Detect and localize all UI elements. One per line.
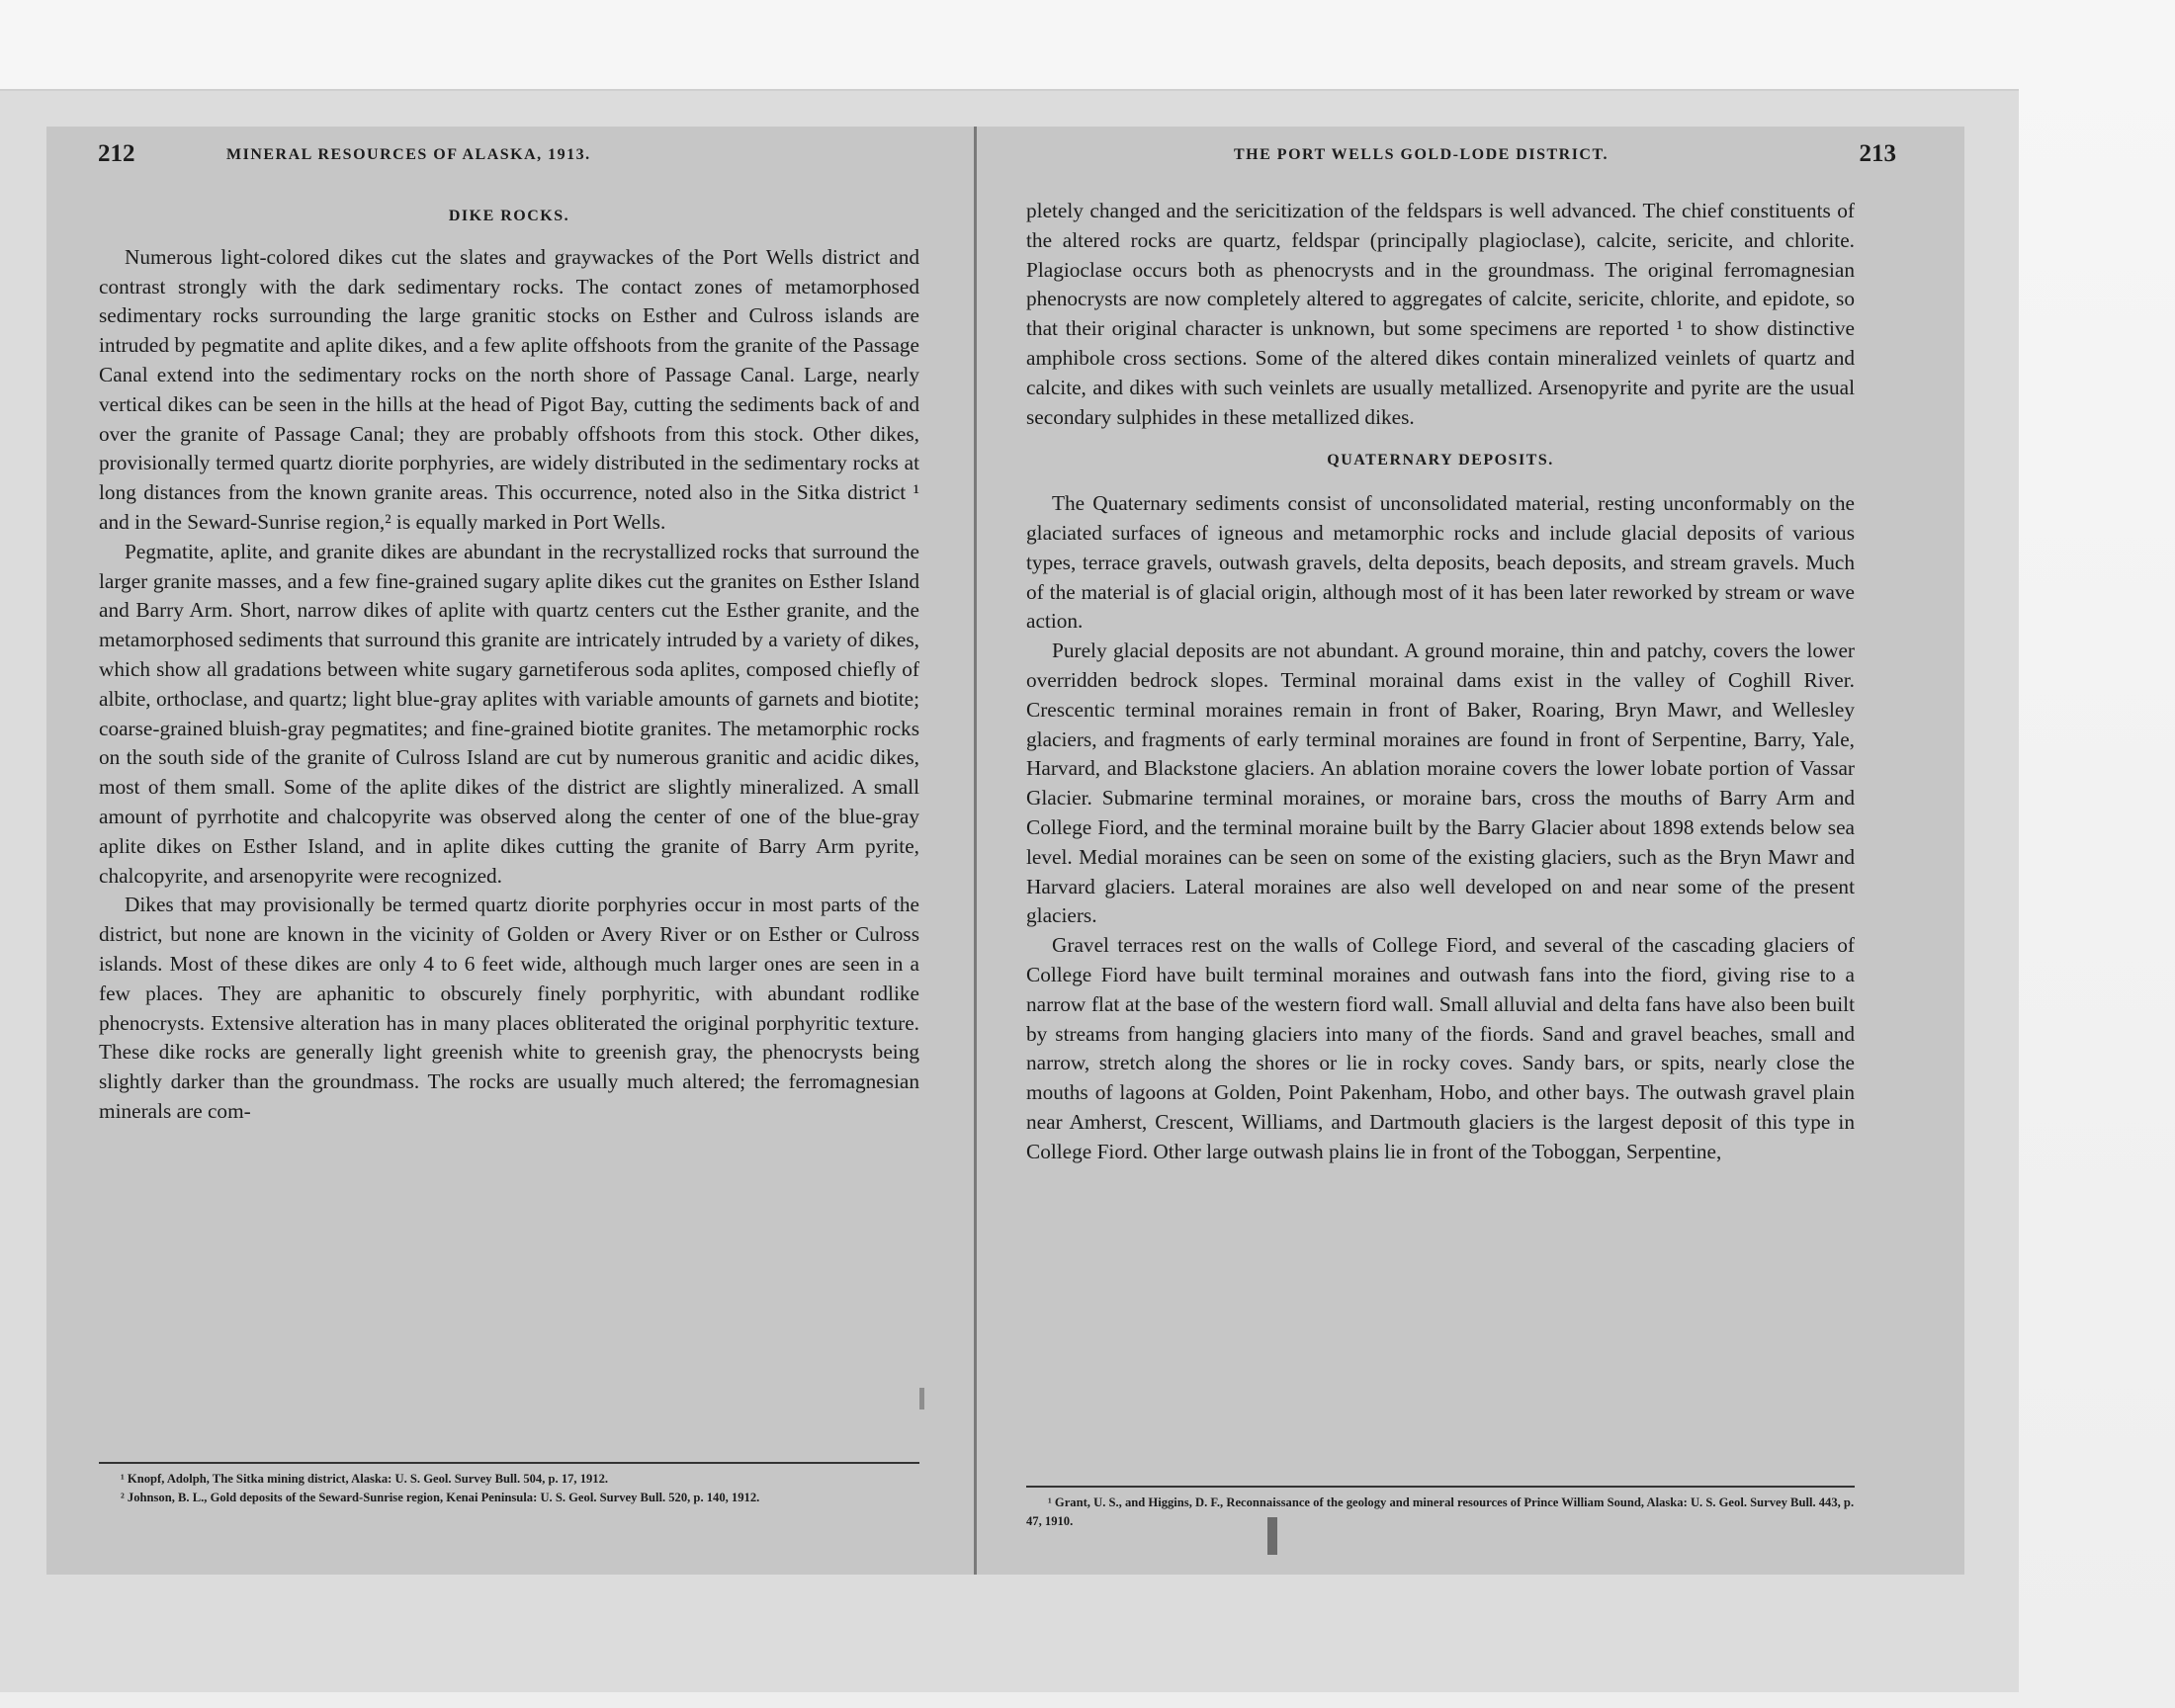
paragraph: Numerous light-colored dikes cut the slates and graywackes of the Port Wells district and contrast strongly with the dark sedimentary rocks. The contact zones of metamorphosed sedimentary rocks surrounding the large granitic stocks on Esther and Culross islands are intruded by pegmatite and aplite dikes, and a few aplite offshoots from the granite of the Passage Canal extend into the sedimentary rocks on the north shore of Passage Canal. Large, nearly vertical dikes can be seen in the hills at the head of Pigot Bay, cutting the sediments back of and over the granite of Passage Canal; they are probably offshoots from this stock. Other dikes, provisionally termed quartz diorite porphyries, are widely distributed in the sedimentary rocks at long distances from the known granite areas. This occurrence, noted also in the Sitka district ¹ and in the Seward-Sunrise region,² is equally marked in Port Wells. [99, 244, 919, 534]
scan-mark [1267, 1517, 1277, 1555]
right-page [977, 127, 1964, 1575]
left-page-body [99, 202, 919, 1127]
left-page [46, 127, 974, 1575]
right-page-header [1086, 140, 1896, 182]
right-page-body [1026, 197, 1855, 1167]
footnote: ¹ Knopf, Adolph, The Sitka mining district, Alaska: U. S. Geol. Survey Bull. 504, p. 17, 1912. [121, 1472, 609, 1486]
scan-mark [919, 1388, 924, 1409]
paragraph: Purely glacial deposits are not abundant. A ground moraine, thin and patchy, covers the lower overridden bedrock slopes. Terminal morainal dams exist in the valley of Coghill River. Crescentic terminal moraines remain in front of Baker, Roaring, Bryn Mawr, and Wellesley glaciers, and fragments of early terminal moraines are found in front of Serpentine, Barry, Yale, Harvard, and Blackstone glaciers. An ablation moraine covers the lower lobate portion of Vassar Glacier. Submarine terminal moraines, or moraine bars, cross the mouths of Barry Arm and College Fiord, and the terminal moraine built by the Barry Glacier about 1898 extends below sea level. Medial moraines can be seen on some of the existing glaciers, such as the Bryn Mawr and Harvard glaciers. Lateral moraines are also well developed on and near some of the present glaciers. [1026, 639, 1855, 928]
footnotes [1026, 1486, 1855, 1531]
page-number: 213 [1859, 140, 1896, 167]
left-page-header [98, 140, 926, 182]
paragraph: Pegmatite, aplite, and granite dikes are abundant in the recrystallized rocks that surround the larger granite masses, and a few fine-grained sugary aplite dikes cut the granites on Esther Island and Barry Arm. Short, narrow dikes of aplite with quartz centers cut the Esther granite, and the metamorphosed sediments that surround this granite are intricately intruded by a variety of dikes, which show all gradations between white sugary garnetiferous soda aplites, composed chiefly of albite, orthoclase, and quartz; light blue-gray aplites with variable amounts of garnets and biotite; coarse-grained bluish-gray pegmatites; and fine-grained biotite granites. The metamorphic rocks on the south side of the granite of Culross Island are cut by numerous granitic and acidic dikes, most of them small. Some of the aplite dikes of the district are slightly mineralized. A small amount of pyrrhotite and chalcopyrite was observed along the center of one of the blue-gray aplite dikes on Esther Island, and in aplite dikes cutting the granite of Barry Arm pyrite, chalcopyrite, and arsenopyrite were recognized. [99, 539, 919, 888]
page-number: 212 [98, 140, 135, 167]
paragraph: The Quaternary sediments consist of unconsolidated material, resting unconformably on the glaciated surfaces of igneous and metamorphic rocks and include glacial deposits of various types, terrace gravels, outwash gravels, delta deposits, beach deposits, and stream gravels. Much of the material is of glacial origin, although most of it has been later reworked by stream or wave action. [1026, 491, 1855, 634]
section-title: QUATERNARY DEPOSITS. [1327, 452, 1554, 470]
paragraph: Gravel terraces rest on the walls of College Fiord, and several of the cascading glaciers of College Fiord have built terminal moraines and outwash fans into the fiord, giving rise to a narrow flat at the base of the western fiord wall. Small alluvial and delta fans have also been built by streams from hanging glaciers into many of the fiords. Sand and gravel beaches, small and narrow, stretch along the shores or lie in rocky coves. Sandy bars, or spits, nearly close the mouths of lagoons at Golden, Point Pakenham, Hobo, and other bays. The outwash gravel plain near Amherst, Crescent, Williams, and Dartmouth glaciers is the largest deposit of this type in College Fiord. Other large outwash plains lie in front of the Toboggan, Serpentine, [1026, 933, 1855, 1163]
paragraph: Dikes that may provisionally be termed quartz diorite porphyries occur in most parts of the district, but none are known in the vicinity of Golden or Avery River or on Esther or Culross islands. Most of these dikes are only 4 to 6 feet wide, although much larger ones are seen in a few places. They are aphanitic to obscurely finely porphyritic, with abundant rodlike phenocrysts. Extensive alteration has in many places obliterated the original porphyritic texture. These dike rocks are generally light greenish white to greenish gray, the phenocrysts being slightly darker than the groundmass. The rocks are usually much altered; the ferromagnesian minerals are com- [99, 893, 919, 1123]
footnote: ¹ Grant, U. S., and Higgins, D. F., Reconnaissance of the geology and mineral resources of Prince William Sound, Alaska: U. S. Geol. Survey Bull. 443, p. 47, 1910. [1026, 1495, 1855, 1528]
footnotes [99, 1462, 919, 1507]
running-title: THE PORT WELLS GOLD-LODE DISTRICT. [1234, 146, 1609, 163]
footnote: ² Johnson, B. L., Gold deposits of the Seward-Sunrise region, Kenai Peninsula: U. S. Geol. Survey Bull. 520, p. 140, 1912. [121, 1491, 760, 1504]
paragraph: pletely changed and the sericitization of the feldspars is well advanced. The chief constituents of the altered rocks are quartz, feldspar (principally plagioclase), calcite, sericite, and chlorite. Plagioclase occurs both as phenocrysts and in the groundmass. The original ferromagnesian phenocrysts are now completely altered to aggregates of calcite, sericite, chlorite, and epidote, so that their original character is unknown, but some specimens are reported ¹ to show distinctive amphibole cross sections. Some of the altered dikes contain mineralized veinlets of quartz and calcite, and dikes with such veinlets are usually metallized. Arsenopyrite and pyrite are the usual secondary sulphides in these metallized dikes. [1026, 199, 1855, 429]
section-title: DIKE ROCKS. [448, 208, 570, 224]
running-title: MINERAL RESOURCES OF ALASKA, 1913. [226, 146, 591, 163]
